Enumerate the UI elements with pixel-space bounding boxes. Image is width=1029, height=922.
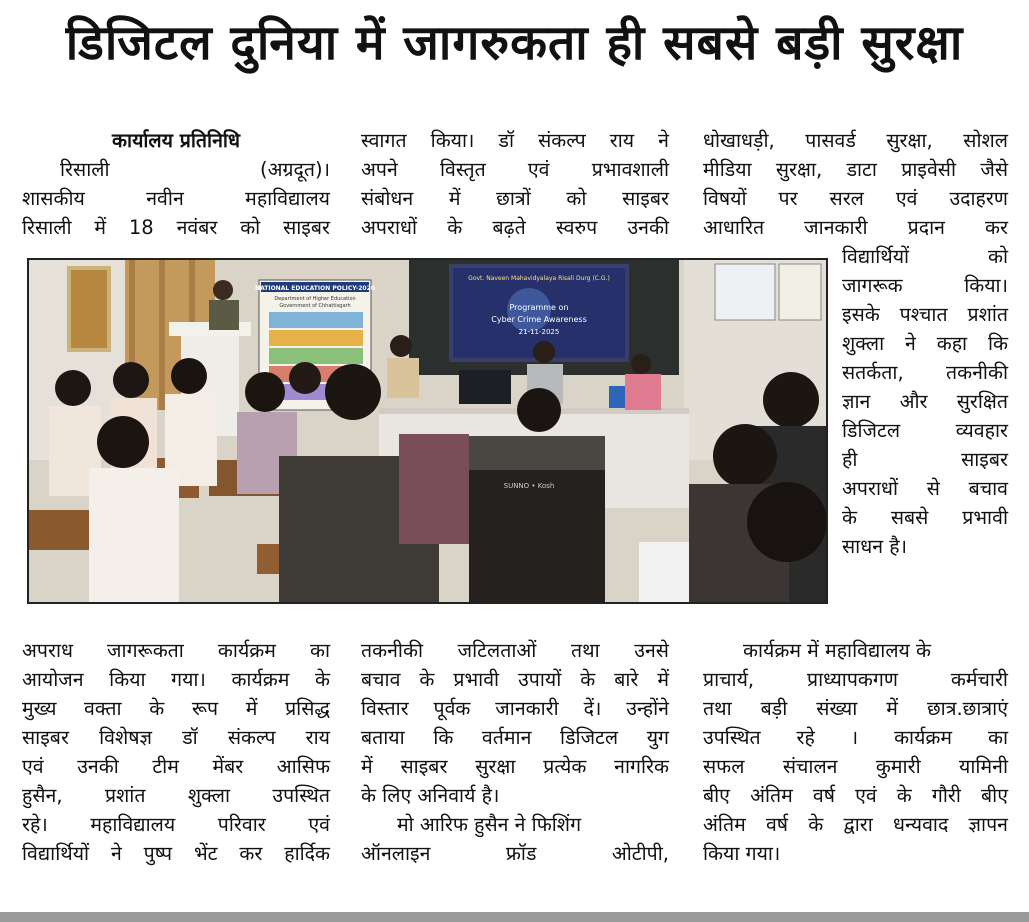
chair-label: SUNNO • Kosh — [503, 482, 555, 490]
text-line: सतर्कता, तकनीकी — [842, 361, 1008, 384]
text-line: रिसाली (अग्रदूत)। — [60, 158, 330, 181]
column-2-bottom — [361, 636, 669, 868]
byline: कार्यालय प्रतिनिधि — [112, 129, 240, 152]
text-line: हुसैन, प्रशांत शुक्ला उपस्थित — [22, 784, 330, 807]
column-2-top — [361, 126, 669, 242]
screen-college-name: Govt. Naveen Mahavidyalaya Risali Durg (C.G.) — [468, 275, 610, 282]
text-line: डिजिटल व्यवहार — [842, 419, 1008, 442]
text-line: शुक्ला ने कहा कि — [842, 332, 1008, 355]
text-line: अपराध जागरूकता कार्यक्रम का — [22, 639, 330, 662]
column-3-top — [703, 126, 1008, 242]
text-line: धोखाधड़ी, पासवर्ड सुरक्षा, सोशल — [703, 129, 1008, 152]
screen-date: 21-11-2025 — [518, 328, 560, 336]
text-line: रिसाली में 18 नवंबर को साइबर — [22, 216, 330, 239]
text-line: आयोजन किया गया। कार्यक्रम के — [22, 668, 330, 691]
text-line: रहे। महाविद्यालय परिवार एवं — [22, 813, 330, 836]
text-line: उपस्थित रहे । कार्यक्रम का — [703, 726, 1008, 749]
text-line: अपराधों से बचाव — [842, 477, 1008, 500]
page-bottom-rule — [0, 912, 1029, 922]
text-line: मो आरिफ हुसैन ने फिशिंग — [397, 813, 582, 836]
column-1-top — [22, 126, 330, 242]
text-line: संबोधन में छात्रों को साइबर — [361, 187, 669, 210]
text-line: सफल संचालन कुमारी यामिनी — [703, 755, 1008, 778]
event-photo — [27, 258, 828, 604]
column-3-bottom — [703, 636, 1008, 868]
nep-banner-title: NATIONAL EDUCATION POLICY-2020 — [255, 285, 375, 292]
text-line: अपराधों के बढ़ते स्वरुप उनकी — [361, 216, 669, 239]
text-line: एवं उनकी टीम मेंबर आसिफ — [22, 755, 330, 778]
text-line: ही साइबर — [842, 448, 1008, 471]
text-line: इसके पश्चात प्रशांत — [842, 303, 1008, 326]
event-photo-illustration — [29, 260, 826, 602]
headline: डिजिटल दुनिया में जागरुकता ही सबसे बड़ी सुरक्षा — [65, 15, 964, 71]
screen-topic: Cyber Crime Awareness — [491, 315, 587, 324]
text-line: तकनीकी जटिलताओं तथा उनसे — [361, 639, 669, 662]
text-line: मुख्य वक्ता के रूप में प्रसिद्ध — [22, 697, 330, 720]
text-line: में साइबर सुरक्षा प्रत्येक नागरिक — [361, 755, 669, 778]
text-line: बीए अंतिम वर्ष एवं के गौरी बीए — [703, 784, 1008, 807]
text-line: अंतिम वर्ष के द्वारा धन्यवाद ज्ञापन — [703, 813, 1008, 836]
text-line: विस्तार पूर्वक जानकारी दें। उन्होंने — [361, 697, 669, 720]
text-line: विद्यार्थियों ने पुष्प भेंट कर हार्दिक — [22, 842, 330, 865]
text-line: मीडिया सुरक्षा, डाटा प्राइवेसी जैसे — [703, 158, 1008, 181]
text-line: तथा बड़ी संख्या में छात्र.छात्राएं — [703, 697, 1008, 720]
text-line: किया गया। — [703, 842, 781, 865]
screen-programme: Programme on — [509, 303, 569, 312]
text-line: विषयों पर सरल एवं उदाहरण — [703, 187, 1008, 210]
text-line: साइबर विशेषज्ञ डॉ संकल्प राय — [22, 726, 330, 749]
text-line: जागरूक किया। — [842, 274, 1008, 297]
text-line: प्राचार्य, प्राध्यापकगण कर्मचारी — [703, 668, 1008, 691]
text-line: साधन है। — [842, 535, 907, 558]
text-line: ऑनलाइन फ्रॉड ओटीपी, — [361, 842, 669, 865]
text-line: के लिए अनिवार्य है। — [361, 784, 500, 807]
text-line: बचाव के प्रभावी उपायों के बारे में — [361, 668, 669, 691]
column-1-bottom — [22, 636, 330, 868]
text-line: बताया कि वर्तमान डिजिटल युग — [361, 726, 669, 749]
column-3-side — [842, 242, 1008, 561]
text-line: विद्यार्थियों को — [842, 245, 1008, 268]
text-line: कार्यक्रम में महाविद्यालय के — [743, 639, 932, 662]
text-line: शासकीय नवीन महाविद्यालय — [22, 187, 330, 210]
text-line: स्वागत किया। डॉ संकल्प राय ने — [361, 129, 669, 152]
nep-banner-sub2: Government of Chhattisgarh — [279, 303, 351, 309]
nep-banner-sub1: Department of Higher Education — [274, 296, 356, 302]
text-line: आधारित जानकारी प्रदान कर — [703, 216, 1008, 239]
text-line: ज्ञान और सुरक्षित — [842, 390, 1008, 413]
text-line: अपने विस्तृत एवं प्रभावशाली — [361, 158, 669, 181]
text-line: के सबसे प्रभावी — [842, 506, 1008, 529]
